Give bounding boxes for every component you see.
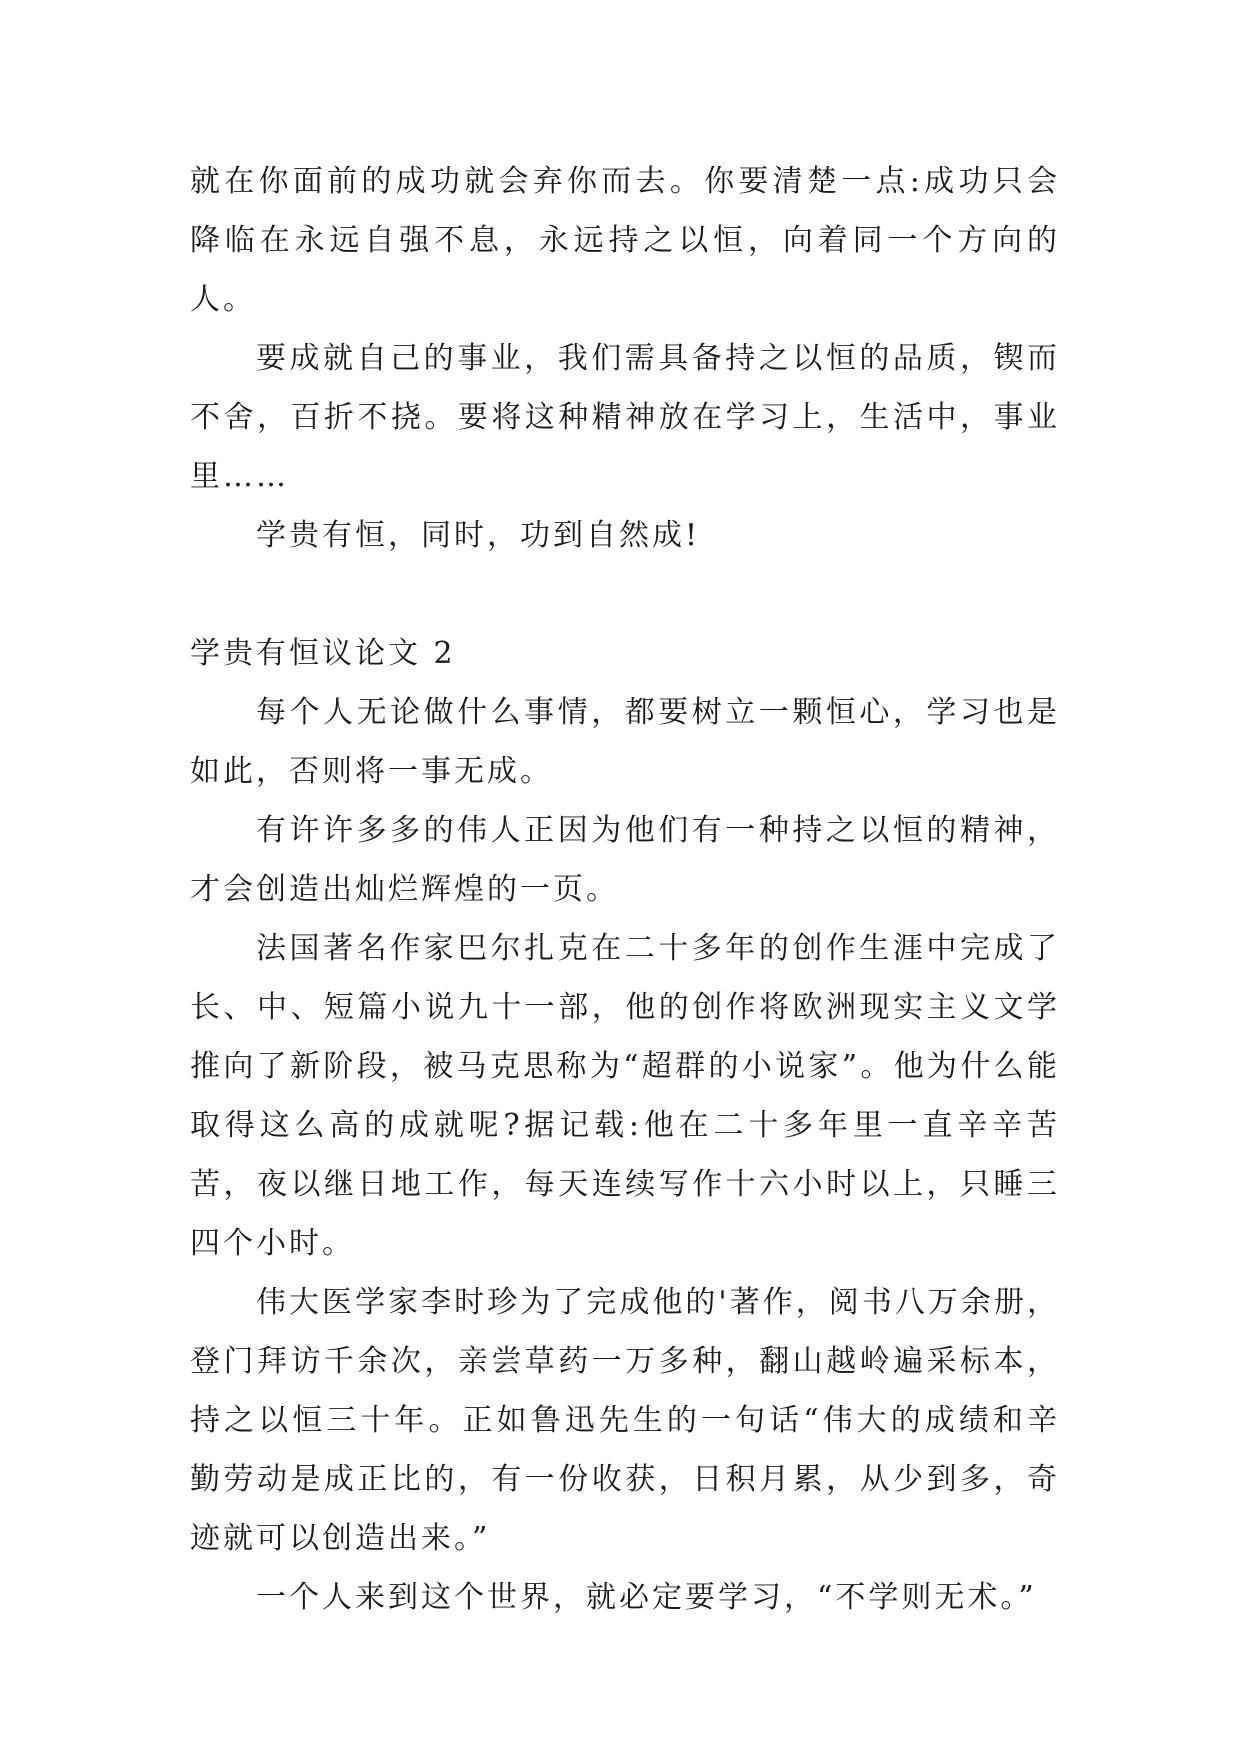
paragraph-continuation: 就在你面前的成功就会弃你而去。你要清楚一点:成功只会降临在永远自强不息，永远持之以恒，向着同一个方向的人。 <box>190 164 1060 317</box>
paragraph: 要成就自己的事业，我们需具备持之以恒的品质，锲而不舍，百折不挠。要将这种精神放在学习上，生活中，事业里…… <box>190 341 1060 494</box>
document-body <box>190 152 1060 1627</box>
paragraph: 学贵有恒，同时，功到自然成! <box>256 518 701 553</box>
paragraph: 一个人来到这个世界，就必定要学习，“不学则无术。” <box>256 1580 1037 1615</box>
paragraph: 有许许多多的伟人正因为他们有一种持之以恒的精神，才会创造出灿烂辉煌的一页。 <box>190 813 1060 907</box>
section-title: 学贵有恒议论文 2 <box>190 636 456 671</box>
paragraph: 法国著名作家巴尔扎克在二十多年的创作生涯中完成了长、中、短篇小说九十一部，他的创作将欧洲现实主义文学推向了新阶段，被马克思称为“超群的小说家”。他为什么能取得这么高的成就呢?据记载:他在二十多年里一直辛辛苦苦，夜以继日地工作，每天连续写作十六小时以上，只睡三四个小时。 <box>190 931 1060 1261</box>
paragraph: 伟大医学家李时珍为了完成他的'著作，阅书八万余册，登门拜访千余次，亲尝草药一万多种，翻山越岭遍采标本，持之以恒三十年。正如鲁迅先生的一句话“伟大的成绩和辛勤劳动是成正比的，有一份收获，日积月累，从少到多，奇迹就可以创造出来。” <box>190 1285 1060 1556</box>
paragraph: 每个人无论做什么事情，都要树立一颗恒心，学习也是如此，否则将一事无成。 <box>190 695 1060 789</box>
